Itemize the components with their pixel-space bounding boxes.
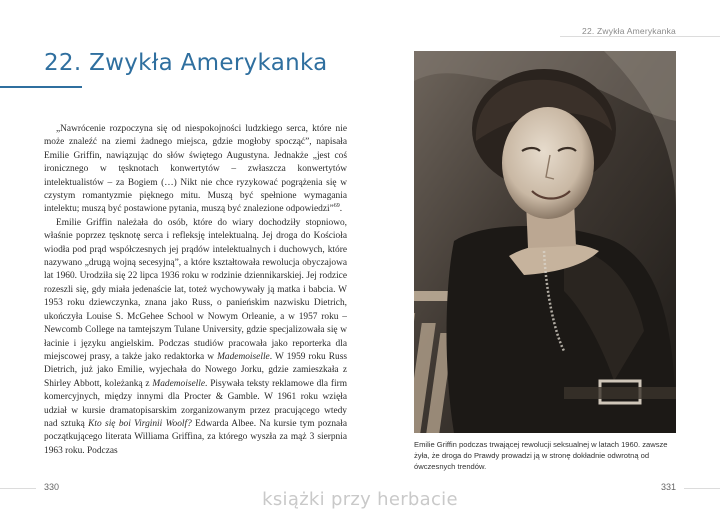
magazine-title: Mademoiselle [152,378,206,389]
title-rule [0,86,82,88]
play-title: Kto się boi Virginii Woolf? [88,418,192,429]
paragraph-1 [44,123,347,217]
paragraph-2-text-1: Emilie Griffin należała do osób, które do wiary dochodziły stopniowo, właśnie poprzez tęsknotę serca i refleksję intelektualną. Jej droga do Kościoła wiodła pod prąd współczesnych jej prądów intelektualnych i duchowych, które nazywano „drugą wojną secesyjną”, a które kształtowała rewolucja obyczajowa lat 1960. Urodziła się 22 lipca 1936 roku w rodzinie dziennikarskiej. Jej rodzice rozeszli się, gdy miała jedenaście lat, toteż wychowywały ją matka i babcia. W 1953 roku dziewczynka, znana jako Russ, o panieńskim nazwisku Dietrich, ukończyła Louise S. McGehee School w Nowym Orleanie, a w 1957 roku – Newcomb College na tamtejszym Tulane University, gdzie specjalizowała się w łacinie i języku angielskim. Podczas studiów pracowała jako reporterka dla miejscowej prasy, a także jako redaktorka w [44,217,347,362]
page-number-left: 330 [44,482,60,492]
chapter-title: 22. Zwykła Amerykanka [44,50,328,76]
portrait-illustration [414,51,676,433]
body-text [44,123,347,458]
watermark: książki przy herbacie [262,489,458,510]
paragraph-2-text-2: . W 1959 roku Russ Dietrich, już jako Emilie, wyjechała do Nowego Jorku, gdzie zamieszkała z Shirley Abbott, koleżanką z [44,351,347,389]
magazine-title: Mademoiselle [217,351,270,362]
running-head: 22. Zwykła Amerykanka [582,26,676,36]
portrait-photo [414,51,676,433]
paragraph-1-text: „Nawrócenie rozpoczyna się od niespokojności ludzkiego serca, które nie może znaleźć na ziemi żadnego miejsca, gdzie mogłoby spocząć”, napisała Emilie Griffin, nawiązując do słów świętego Augustyna. Jednakże „jest coś ironicznego w tęsknotach konwertytów – zwłaszcza konwertytów intelektualistów – za Bogiem (…) Nikt nie chce ryzykować pogrążenia się w czystym romantyzmie pięknego mitu. Muszą być spełnione wymagania intelektu; muszą być postawione pytania, muszą być znalezione odpowiedzi” [44,124,347,215]
paragraph-1-end: . [339,204,343,215]
header-rule [560,36,720,37]
photo-caption: Emilie Griffin podczas trwającej rewolucji seksualnej w latach 1960. zawsze żyła, że droga do Prawdy prowadzi ją w stronę dokładnie odwrotną od ówczesnych trendów. [414,440,668,471]
paragraph-2 [44,217,347,458]
page-number-right: 331 [660,482,676,492]
paragraph-2-text-3: . Pisywała teksty reklamowe dla firm komercyjnych, między innymi dla Procter & Gamble. W 1961 roku wzięła udział w kursie dramatopisarskim zorganizowanym przez pracującego wtedy nad sztuką [44,378,347,429]
paragraph-2-text-4: Edwarda Albee. Na kursie tym poznała początkującego literata Williama Griffina, za którego wyszła za mąż 3 sierpnia 1963 roku. Podczas [44,418,347,456]
footnote-marker[interactable]: 69 [333,203,340,210]
